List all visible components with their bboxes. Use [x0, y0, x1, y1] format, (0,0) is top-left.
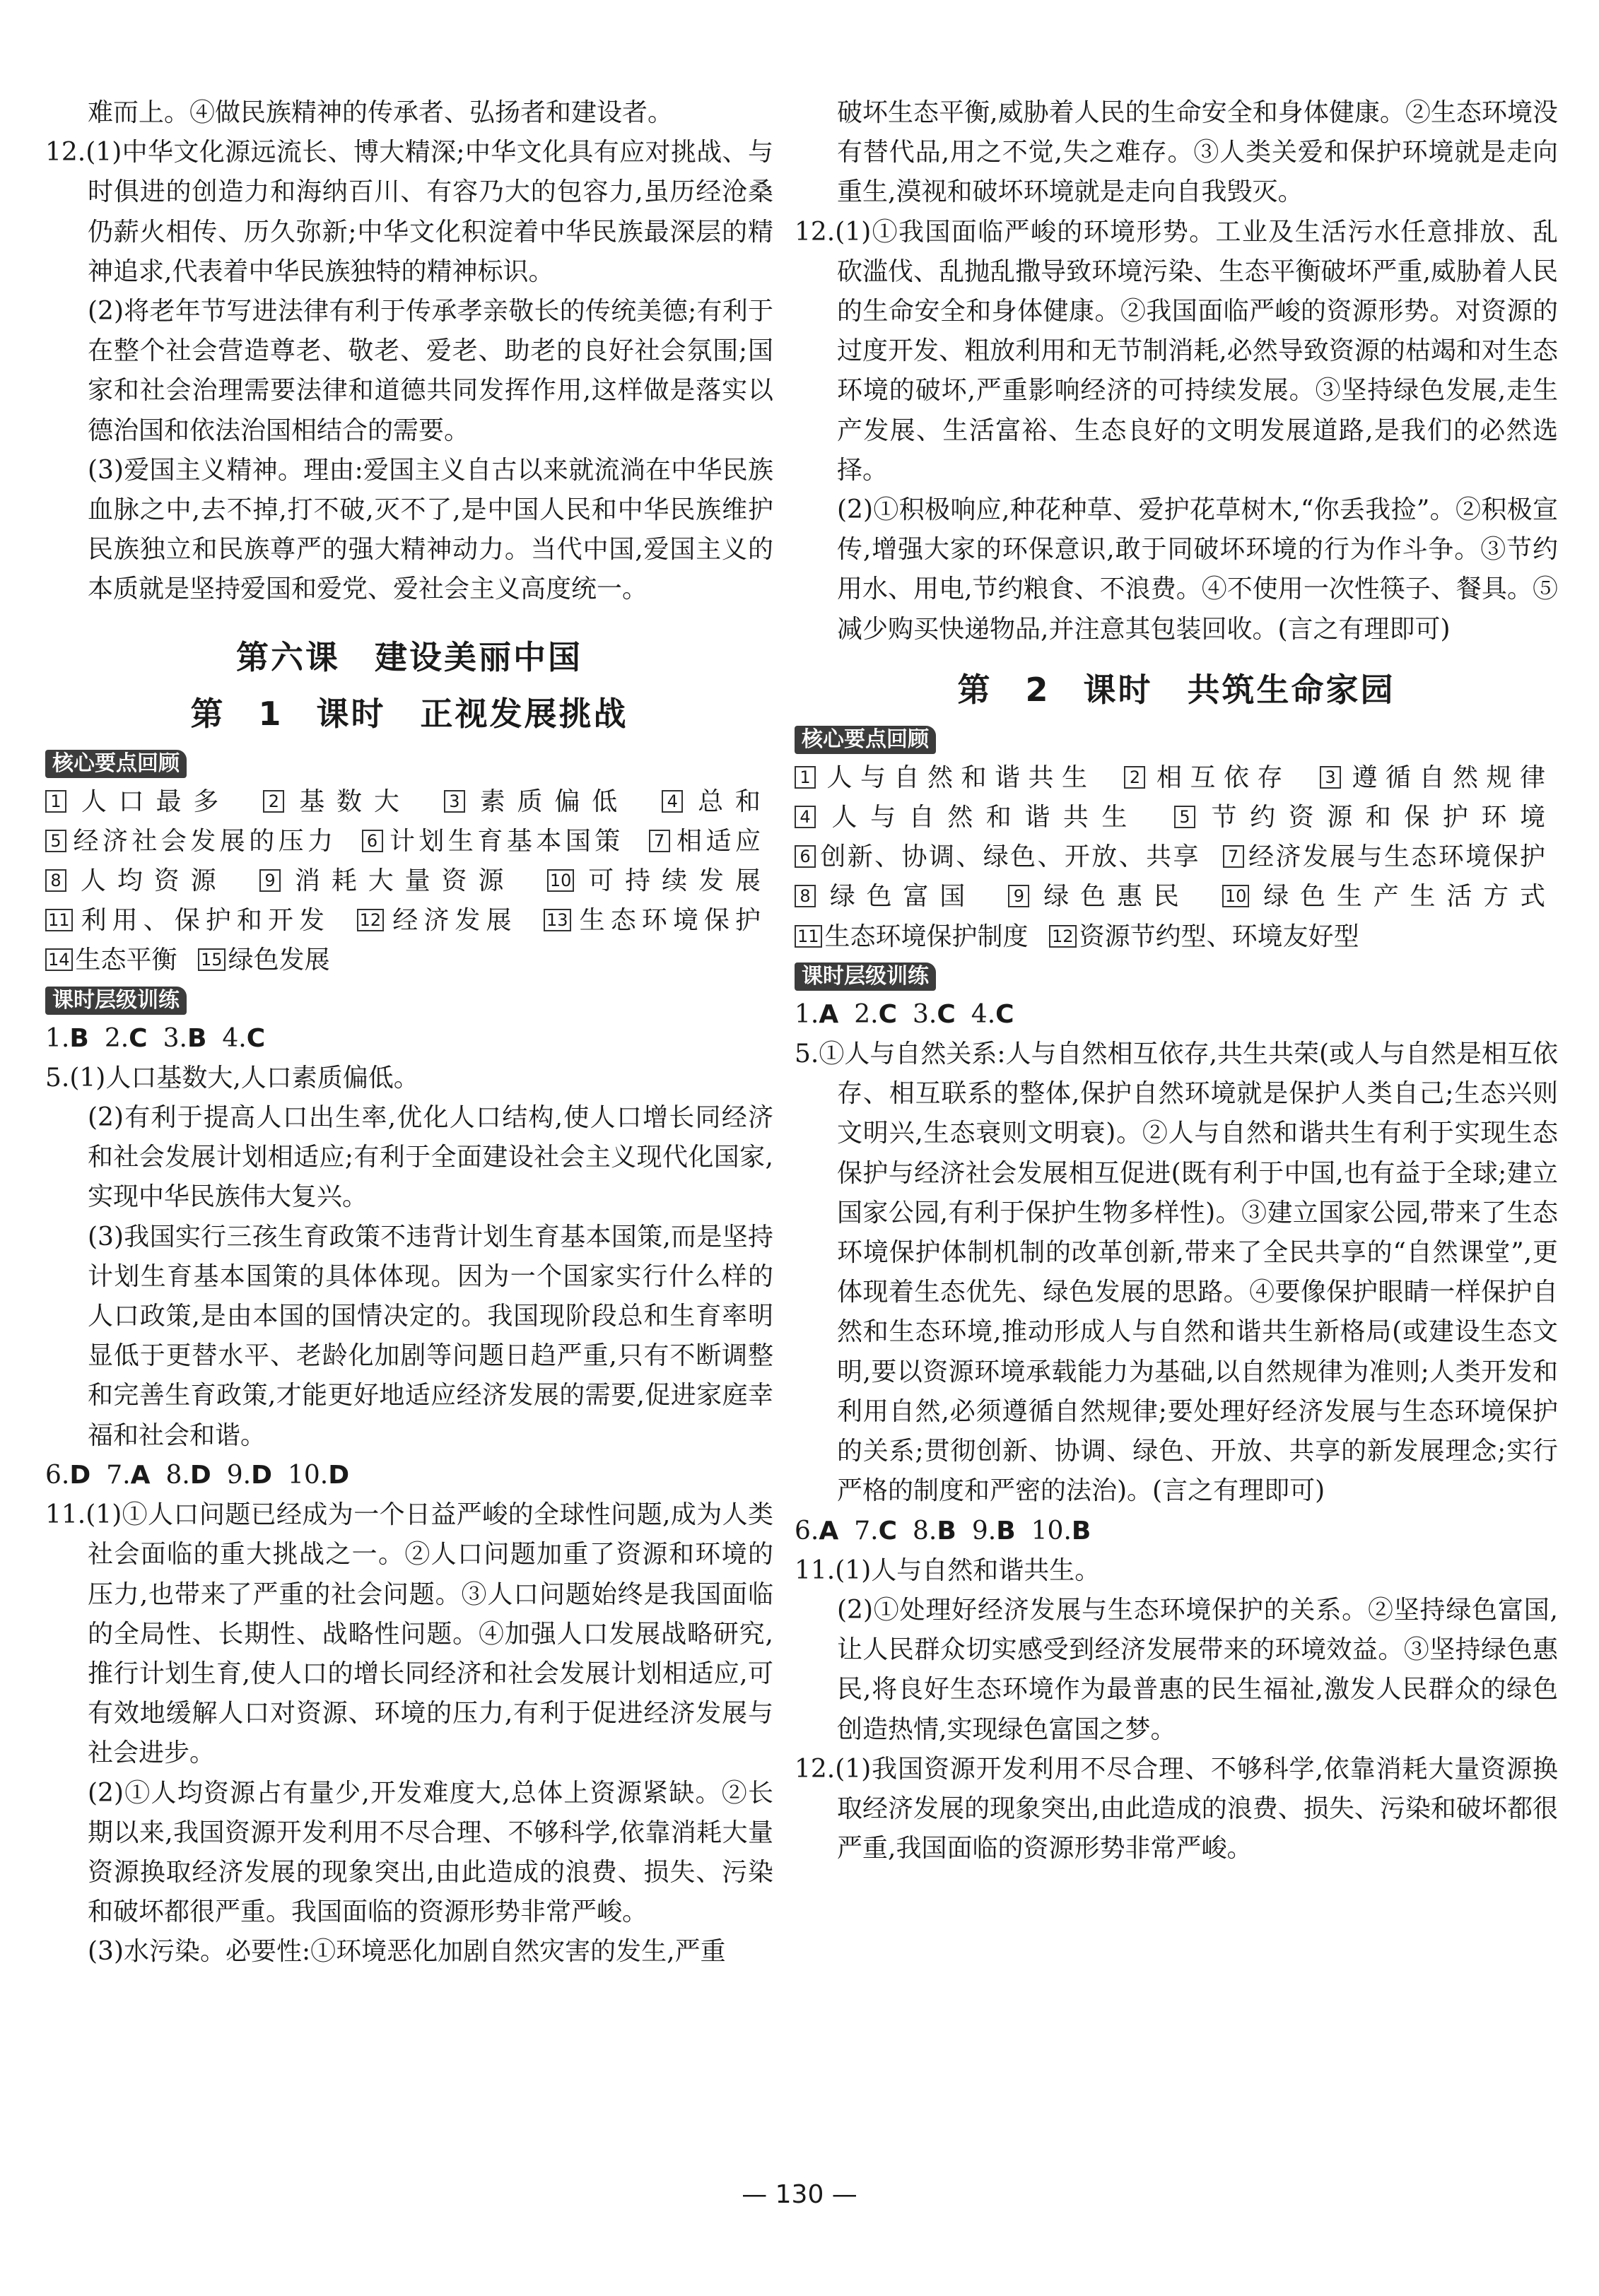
right-core-item: [1174, 803, 1545, 832]
item-number-box: 2: [1124, 766, 1145, 789]
right-core-item: [1124, 763, 1291, 792]
item-number-box: 11: [45, 909, 73, 931]
right-core-item: [795, 763, 1096, 792]
page-number: — 130 —: [742, 2180, 857, 2209]
right-q11-part2: (2)①处理好经济发展与生态环境保护的关系。②坚持绿色富国,让人民群众切实感受到经济发展带来的环境效益。③坚持绿色惠民,将良好生态环境作为最普惠的民生福祉,激发人民群众的绿色创造热情,实现绿色富国之梦。: [837, 1595, 1558, 1744]
right-core-points: [795, 758, 1558, 957]
right-q12-part2: (2)①积极响应,种花种草、爱护花草树木,“你丢我捡”。②积极宣传,增强大家的环保意识,敢于同破坏环境的行为作斗争。③节约用水、用电,节约粮食、不浪费。④不使用一次性筷子、餐具。⑤减少购买快递物品,并注意其包装回收。(言之有理即可): [837, 495, 1558, 644]
core-item-text: 生态环境保护: [573, 906, 761, 936]
answer-letter: D: [69, 1460, 91, 1490]
item-number-box: 7: [649, 830, 670, 852]
item-number-box: 12: [357, 909, 385, 931]
item-number-box: 9: [1008, 885, 1029, 907]
right-answers-1-4: [795, 995, 1558, 1035]
left-q5-part1: 5.(1)人口基数大,人口素质偏低。: [45, 1063, 419, 1093]
left-core-item: [444, 787, 629, 816]
question-number: 4.: [971, 999, 996, 1029]
choice-answer: [45, 1461, 90, 1490]
left-core-item: [45, 906, 330, 935]
choice-answer: [854, 1517, 897, 1546]
question-number: 1.: [45, 1023, 70, 1053]
choice-answer: [913, 1000, 956, 1029]
left-core-item: [259, 866, 515, 895]
core-item-text: 经济发展与生态环境保护: [1246, 842, 1545, 872]
core-item-text: 绿色富国: [819, 882, 977, 912]
question-number: 10.: [1031, 1516, 1072, 1546]
core-review-tag: 核心要点回顾: [45, 750, 187, 778]
choice-answer: [971, 1000, 1014, 1029]
left-core-item: [45, 827, 337, 856]
item-number-box: 3: [1320, 766, 1341, 789]
item-number-box: 1: [795, 766, 816, 789]
core-item-text: 人与自然和谐共生: [819, 803, 1140, 832]
item-number-box: 11: [795, 925, 822, 948]
item-number-box: 10: [547, 869, 575, 892]
left-q12-part3: (3)爱国主义精神。理由:爱国主义自古以来就流淌在中华民族血脉之中,去不掉,打不破,灭不了,是中国人民和中华民族维护民族独立和民族尊严的强大精神动力。当代中国,爱国主义的本质就是坚持爱国和爱党、爱社会主义高度统一。: [88, 455, 773, 604]
item-number-box: 2: [263, 790, 284, 813]
core-item-text: 生态平衡: [75, 946, 177, 975]
answer-letter: C: [995, 999, 1014, 1029]
right-intro-tail: 破坏生态平衡,威胁着人民的生命安全和身体健康。②生态环境没有替代品,用之不觉,失之难存。③人类关爱和保护环境就是走向重生,漠视和破坏环境就是走向自我毁灭。: [837, 98, 1558, 207]
item-number-box: 3: [444, 790, 465, 813]
right-core-item: [1320, 763, 1545, 792]
lesson-title: 第六课 建设美丽中国: [236, 637, 582, 676]
right-q12-part1: 12.(1)①我国面临严峻的环境形势。工业及生活污水任意排放、乱砍滥伐、乱抛乱撒导致环境污染、生态平衡破坏严重,威胁着人民的生命安全和身体健康。②我国面临严峻的资源形势。对资源的过度开发、粗放利用和无节制消耗,必然导致资源的枯竭和对生态环境的破坏,严重影响经济的可持续发展。③坚持绿色发展,走生产发展、生活富裕、生态良好的文明发展道路,是我们的必然选择。: [795, 217, 1558, 485]
core-item-text: 绿色生产生活方式: [1252, 882, 1545, 912]
core-review-tag-2: 核心要点回顾: [795, 726, 936, 754]
left-intro-tail: 难而上。④做民族精神的传承者、弘扬者和建设者。: [88, 98, 674, 127]
question-number: 2.: [104, 1023, 129, 1053]
answer-letter: B: [937, 1516, 956, 1546]
left-core-item: [362, 827, 624, 856]
question-number: 6.: [795, 1516, 819, 1546]
right-core-item: [795, 882, 976, 911]
left-q5-part2: (2)有利于提高人口出生率,优化人口结构,使人口增长同经济和社会发展计划相适应;有利于全面建设社会主义现代化国家,实现中华民族伟大复兴。: [88, 1103, 773, 1212]
answer-letter: C: [129, 1023, 148, 1053]
question-number: 4.: [222, 1023, 247, 1053]
left-q5-part3: (3)我国实行三孩生育政策不违背计划生育基本国策,而是坚持计划生育基本国策的具体体现。因为一个国家实行什么样的人口政策,是由本国的国情决定的。我国现阶段总和生育率明显低于更替水平、老龄化加剧等问题日趋严重,只有不断调整和完善生育政策,才能更好地适应经济发展的需要,促进家庭幸福和社会和谐。: [88, 1222, 773, 1450]
answer-letter: C: [878, 999, 898, 1029]
left-core-points: [45, 782, 773, 981]
question-number: 10.: [287, 1460, 329, 1490]
choice-answer: [972, 1517, 1016, 1546]
item-number-box: 8: [795, 885, 816, 907]
left-core-item: [198, 946, 330, 975]
question-number: 9.: [971, 1516, 997, 1546]
training-tag: 课时层级训练: [45, 987, 187, 1015]
item-number-box: 15: [198, 948, 226, 971]
answer-letter: A: [819, 1516, 839, 1546]
choice-answer: [854, 1000, 897, 1029]
core-item-text: 绿色惠民: [1032, 882, 1190, 912]
core-item-text: 利用、保护和开发: [75, 906, 331, 936]
item-number-box: 10: [1222, 885, 1250, 907]
item-number-box: 6: [795, 845, 816, 868]
right-q12b: 12.(1)我国资源开发利用不尽合理、不够科学,依靠消耗大量资源换取经济发展的现象突出,由此造成的浪费、损失、污染和破坏都很严重,我国面临的资源形势非常严峻。: [795, 1754, 1558, 1864]
left-q11-part3: (3)水污染。必要性:①环境恶化加剧自然灾害的发生,严重: [88, 1937, 726, 1967]
core-item-text: 遵循自然规律: [1343, 763, 1545, 792]
right-q11-part1: 11.(1)人与自然和谐共生。: [795, 1555, 1101, 1585]
question-number: 1.: [795, 999, 819, 1029]
core-item-text: 经济发展: [387, 906, 517, 936]
answer-letter: A: [130, 1460, 151, 1490]
core-item-text: 人与自然和谐共生: [819, 763, 1096, 792]
question-number: 6.: [45, 1460, 70, 1490]
left-q12-part1: 12.(1)中华文化源远流长、博大精深;中华文化具有应对挑战、与时俱进的创造力和海纳百川、有容乃大的包容力,虽历经沧桑仍薪火相传、历久弥新;中华文化积淀着中华民族最深层的精神追求,代表着中华民族独特的精神标识。: [45, 138, 773, 286]
answer-letter: B: [996, 1516, 1016, 1546]
right-core-item: [1049, 922, 1359, 951]
question-number: 7.: [106, 1460, 131, 1490]
core-item-text: 基数大: [287, 787, 411, 816]
question-number: 3.: [163, 1023, 187, 1053]
core-item-text: 消耗大量资源: [283, 866, 515, 896]
right-q5: 5.①人与自然关系:人与自然相互依存,共生共荣(或人与自然是相互依存、相互联系的整体,保护自然环境就是保护人类自己;生态兴则文明兴,生态衰则文明衰)。②人与自然和谐共生有利于实现生态保护与经济社会发展相互促进(既有利于中国,也有益于全球;建立国家公园,有利于保护生物多样性)。③建立国家公园,带来了生态环境保护体制机制的改革创新,带来了全民共享的“自然课堂”,更体现着生态优先、绿色发展的思路。④要像保护眼睛一样保护自然和生态环境,推动形成人与自然和谐共生新格局(或建设生态文明,要以资源环境承载能力为基础,以自然规律为准则;人类开发和利用自然,必须遵循自然规律;要处理好经济发展与生态环境保护的关系;贯彻创新、协调、绿色、开放、共享的新发展理念;实行严格的制度和严密的法治)。(言之有理即可): [795, 1040, 1558, 1506]
item-number-box: 1: [45, 790, 66, 813]
item-number-box: 6: [362, 830, 383, 852]
left-answers-6-10: [45, 1456, 773, 1495]
left-column: [45, 93, 773, 1972]
core-item-text: 总和: [686, 787, 761, 816]
left-core-item: [662, 787, 761, 816]
choice-answer: [105, 1024, 148, 1053]
core-item-text: 生态环境保护制度: [824, 922, 1029, 951]
right-core-item: [795, 842, 1200, 871]
question-number: 7.: [854, 1516, 879, 1546]
item-number-box: 5: [1174, 806, 1195, 828]
left-q11-part1: 11.(1)①人口问题已经成为一个日益严峻的全球性问题,成为人类社会面临的重大挑战之一。②人口问题加重了资源和环境的压力,也带来了严重的社会问题。③人口问题始终是我国面临的全局性、长期性、战略性问题。④加强人口发展战略研究,推行计划生育,使人口的增长同经济和社会发展计划相适应,可有效地缓解人口对资源、环境的压力,有利于促进经济发展与社会进步。: [45, 1500, 773, 1768]
core-item-text: 相互依存: [1148, 763, 1291, 792]
item-number-box: 8: [45, 869, 66, 892]
left-core-item: [45, 866, 228, 895]
period-title-1: 第 1 课时 正视发展挑战: [190, 694, 628, 733]
question-number: 8.: [913, 1516, 937, 1546]
right-core-item: [1223, 842, 1545, 871]
choice-answer: [106, 1461, 150, 1490]
core-item-text: 经济社会发展的压力: [69, 826, 337, 856]
choice-answer: [288, 1461, 349, 1490]
question-number: 8.: [165, 1460, 190, 1490]
question-number: 2.: [854, 999, 879, 1029]
choice-answer: [222, 1024, 265, 1053]
item-number-box: 4: [662, 790, 683, 813]
choice-answer: [795, 1000, 838, 1029]
answer-letter: A: [819, 999, 839, 1029]
core-item-text: 绿色发展: [228, 946, 330, 975]
right-column: [795, 93, 1558, 1868]
period-title-2: 第 2 课时 共筑生命家园: [957, 670, 1395, 709]
item-number-box: 4: [795, 806, 816, 828]
core-item-text: 创新、协调、绿色、开放、共享: [819, 842, 1200, 872]
choice-answer: [1031, 1517, 1091, 1546]
left-core-item: [547, 866, 761, 895]
item-number-box: 12: [1049, 925, 1077, 948]
answer-letter: B: [1071, 1516, 1091, 1546]
core-item-text: 计划生育基本国策: [385, 826, 624, 856]
left-core-item: [45, 946, 177, 975]
answer-letter: D: [251, 1460, 272, 1490]
core-item-text: 素质偏低: [467, 787, 630, 816]
item-number-box: 9: [259, 869, 281, 892]
left-q11-part2: (2)①人均资源占有量少,开发难度大,总体上资源紧缺。②长期以来,我国资源开发利用不尽合理、不够科学,依靠消耗大量资源换取经济发展的现象突出,由此造成的浪费、损失、污染和破坏都很严重。我国面临的资源形势非常严峻。: [88, 1778, 773, 1927]
answer-letter: C: [937, 999, 956, 1029]
right-core-item: [795, 922, 1029, 951]
answer-letter: C: [246, 1023, 266, 1053]
left-core-item: [263, 787, 411, 816]
choice-answer: [227, 1461, 272, 1490]
right-core-item: [1222, 882, 1545, 911]
question-number: 9.: [226, 1460, 252, 1490]
answer-letter: C: [878, 1516, 898, 1546]
left-core-item: [45, 787, 230, 816]
core-item-text: 可持续发展: [577, 866, 761, 896]
choice-answer: [795, 1517, 838, 1546]
right-core-item: [1008, 882, 1190, 911]
core-item-text: 人均资源: [69, 866, 228, 896]
answer-letter: D: [328, 1460, 350, 1490]
item-number-box: 13: [544, 909, 571, 931]
answer-letter: B: [187, 1023, 207, 1053]
left-core-item: [357, 906, 517, 935]
core-item-text: 资源节约型、环境友好型: [1079, 922, 1359, 951]
choice-answer: [165, 1461, 211, 1490]
left-core-item: [544, 906, 761, 935]
item-number-box: 14: [45, 948, 73, 971]
answer-letter: B: [69, 1023, 89, 1053]
right-answers-6-10: [795, 1512, 1558, 1551]
answer-letter: D: [189, 1460, 211, 1490]
left-q12-part2: (2)将老年节写进法律有利于传承孝亲敬长的传统美德;有利于在整个社会营造尊老、敬老、爱老、助老的良好社会氛围;国家和社会治理需要法律和道德共同发挥作用,这样做是落实以德治国和依法治国相结合的需要。: [88, 297, 773, 445]
core-item-text: 相适应: [672, 826, 761, 856]
choice-answer: [913, 1517, 956, 1546]
core-item-text: 节约资源和保护环境: [1197, 803, 1545, 832]
core-item-text: 人口最多: [69, 787, 231, 816]
choice-answer: [45, 1024, 89, 1053]
item-number-box: 5: [45, 830, 66, 852]
right-core-item: [795, 803, 1140, 832]
left-answers-1-4: [45, 1019, 773, 1059]
choice-answer: [163, 1024, 207, 1053]
item-number-box: 7: [1223, 845, 1244, 868]
question-number: 3.: [913, 999, 937, 1029]
training-tag-2: 课时层级训练: [795, 962, 936, 991]
left-core-item: [649, 827, 761, 856]
